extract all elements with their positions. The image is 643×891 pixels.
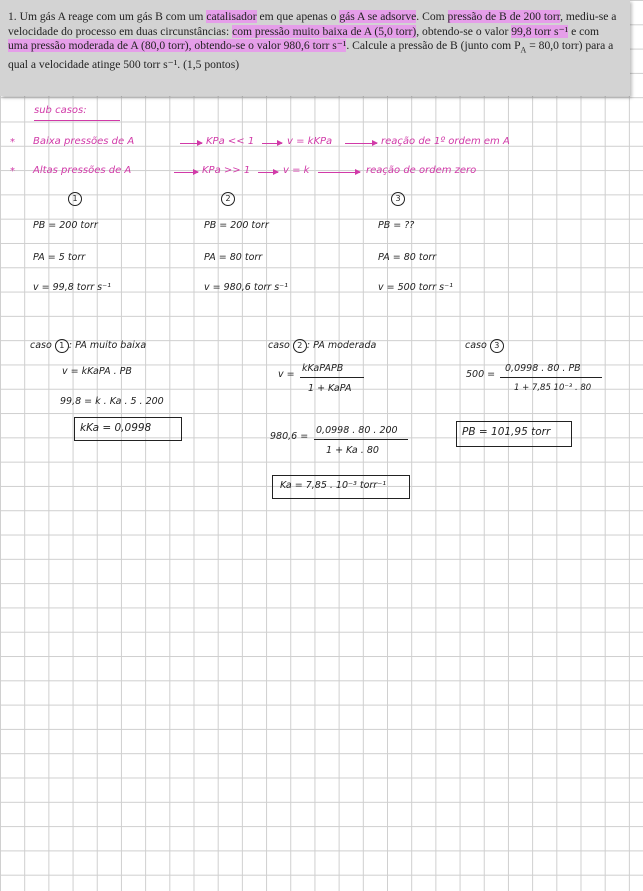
problem-statement-text [8, 10, 620, 72]
low-result: reação de 1º ordem em A [381, 136, 510, 147]
case-1-rate: v = 99,8 torr s⁻¹ [33, 282, 111, 293]
case-1-pb: PB = 200 torr [33, 220, 98, 231]
statement-fragment: . Calcule a pressão de B (junto com P [346, 39, 521, 52]
low-arrow-1 [180, 143, 202, 144]
statement-fragment: em que apenas o [256, 10, 340, 23]
solution-3-lhs: 500 = [466, 369, 496, 380]
statement-fragment: , obtendo-se o valor [416, 24, 512, 38]
low-pressure-bullet: * [10, 137, 15, 148]
case-2-rate: v = 980,6 torr s⁻¹ [204, 282, 288, 293]
case-3-pa: PA = 80 torr [378, 252, 437, 263]
high-arrow-2 [258, 172, 278, 173]
highlighted-phrase: uma pressão moderada de A (80,0 torr), obtendo-se o valor 980,6 torr s⁻¹ [8, 39, 347, 52]
low-rate-law: v = kKPa [287, 136, 333, 147]
case-1-pa: PA = 5 torr [33, 252, 86, 263]
high-pressure-text: Altas pressões de A [33, 165, 132, 176]
case-3-marker: 3 [391, 192, 405, 206]
low-pressure-text: Baixa pressões de A [33, 136, 135, 147]
case-3-pb: PB = ?? [378, 220, 415, 231]
highlighted-phrase: catalisador [206, 10, 257, 23]
solution-2-numerator: kKaPAPB [302, 363, 344, 374]
sub-cases-heading: sub casos: [34, 105, 87, 116]
low-arrow-2 [262, 143, 282, 144]
case-2-marker: 2 [221, 192, 235, 206]
statement-fragment: e com [568, 24, 600, 38]
solution-3-title: caso 3 [465, 339, 504, 353]
solution-2-lhs: v = [278, 369, 295, 380]
high-rate-law: v = k [283, 165, 310, 176]
solution-2-answer: Ka = 7,85 . 10⁻³ torr⁻¹ [280, 480, 387, 491]
highlighted-phrase: 99,8 torr s⁻¹ [511, 24, 569, 38]
statement-fragment: A [520, 45, 527, 55]
statement-fragment: . Com [416, 10, 448, 23]
statement-fragment: , mediu-se a velocidade do processo em duas circunstâncias: [8, 10, 617, 38]
high-pressure-bullet: * [10, 166, 15, 177]
highlighted-phrase: gás A se adsorve [339, 10, 417, 23]
high-arrow-1 [174, 172, 198, 173]
low-k-condition: KPa << 1 [206, 136, 255, 147]
solution-1-equation: v = kKaPA . PB [62, 366, 132, 377]
highlighted-phrase: pressão de B de 200 torr [447, 10, 561, 23]
solution-2-denominator-2: 1 + Ka . 80 [326, 445, 379, 456]
solution-3-fraction-bar [500, 377, 602, 378]
statement-fragment: = 80,0 torr) para a qual a velocidade atinge 500 torr s⁻¹. (1,5 pontos) [8, 39, 614, 71]
statement-fragment: 1. Um gás A reage com um gás B com um [8, 10, 207, 23]
low-arrow-3 [345, 143, 377, 144]
solution-3-numerator: 0,0998 . 80 . PB [505, 363, 581, 374]
solution-2-denominator: 1 + KaPA [308, 383, 352, 394]
solution-2-lhs-2: 980,6 = [270, 431, 309, 442]
solution-3-answer: PB = 101,95 torr [462, 426, 551, 438]
highlighted-phrase: com pressão muito baixa de A (5,0 torr) [232, 24, 417, 38]
case-2-pa: PA = 80 torr [204, 252, 263, 263]
problem-statement-box [0, 0, 630, 96]
high-arrow-3 [318, 172, 360, 173]
solution-1-substitution: 99,8 = k . Ka . 5 . 200 [60, 396, 164, 407]
solution-3-denominator: 1 + 7,85 10⁻³ . 80 [514, 383, 592, 393]
solution-1-answer: kKa = 0,0998 [80, 422, 152, 434]
high-result: reação de ordem zero [366, 165, 477, 176]
high-k-condition: KPa >> 1 [202, 165, 251, 176]
case-1-marker: 1 [68, 192, 82, 206]
sub-cases-underline [34, 120, 120, 121]
solution-2-fraction-bar [300, 377, 364, 378]
case-3-rate: v = 500 torr s⁻¹ [378, 282, 453, 293]
solution-2-title: caso 2 : PA moderada [268, 340, 377, 351]
solution-2-numerator-2: 0,0998 . 80 . 200 [316, 425, 398, 436]
case-2-pb: PB = 200 torr [204, 220, 269, 231]
solution-2-fraction-bar-2 [314, 439, 408, 440]
solution-1-title: caso 1 : PA muito baixa [30, 340, 147, 351]
